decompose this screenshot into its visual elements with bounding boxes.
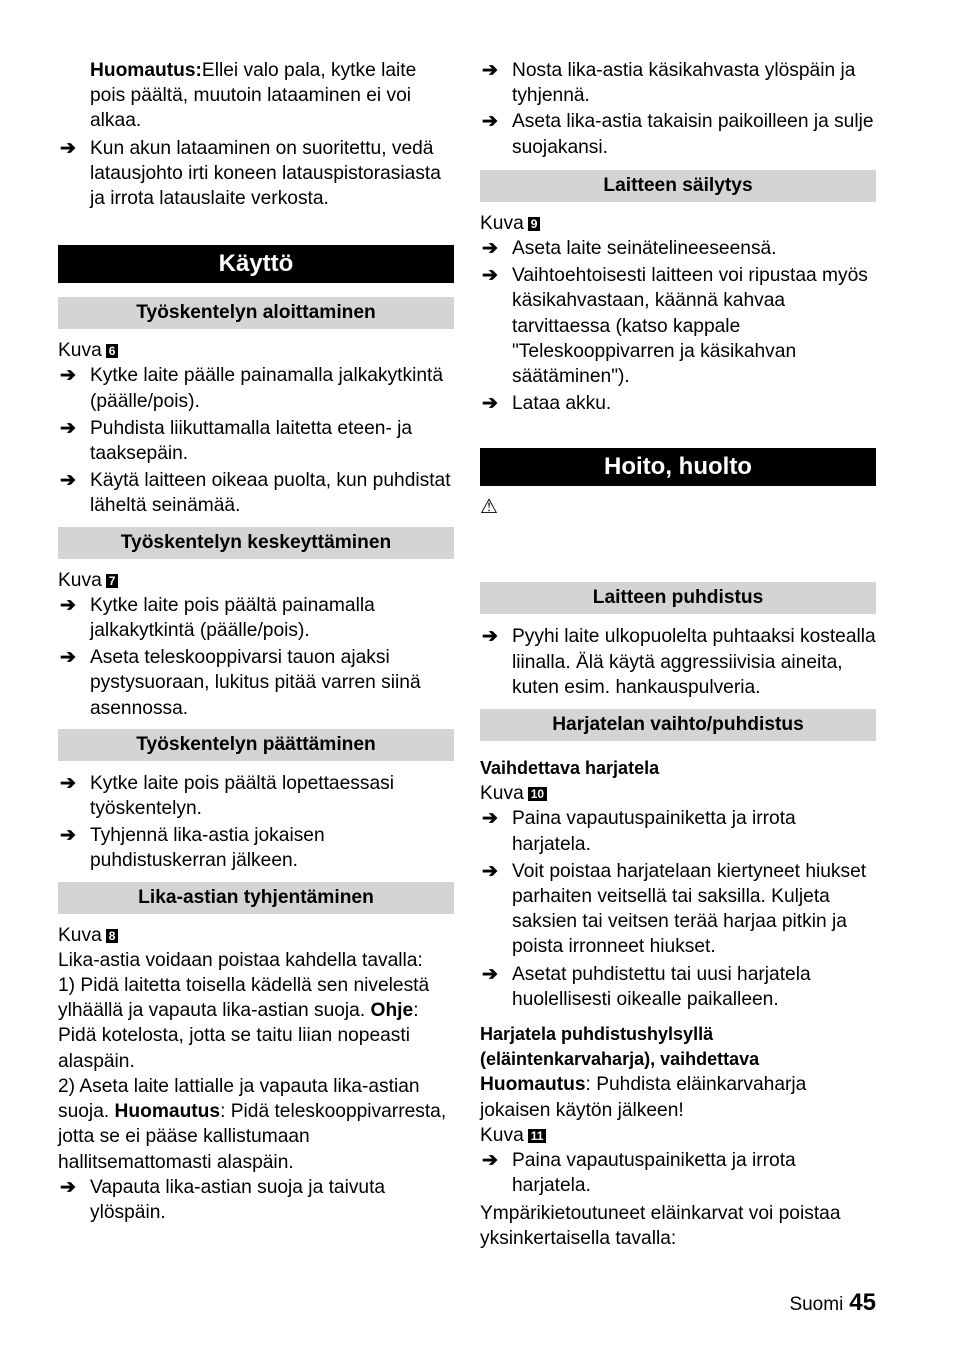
- figure-ref: Kuva 6: [58, 338, 454, 363]
- list-item: ➔ Puhdista liikuttamalla laitetta eteen- ja taaksepäin.: [60, 417, 413, 465]
- arrow-right-icon: ➔: [482, 1150, 499, 1172]
- figure-number-badge: 7: [106, 574, 119, 588]
- figure-ref: Kuva 10: [480, 781, 876, 806]
- subheading-finish: Työskentelyn päättäminen: [58, 729, 454, 761]
- right-column: [480, 58, 876, 1251]
- arrow-right-icon: ➔: [60, 1176, 77, 1198]
- list-item: ➔ Tyhjennä lika-astia jokaisen puhdistuskerran jälkeen.: [60, 825, 325, 872]
- figure-ref: Kuva 11: [480, 1123, 876, 1148]
- figure-ref: Kuva 8: [58, 923, 454, 948]
- section-heading-hoito: Hoito, huolto: [480, 448, 876, 486]
- figure-ref: Kuva 9: [480, 211, 876, 236]
- section-heading-kaytto: Käyttö: [58, 245, 454, 283]
- note-label: Huomautus:: [90, 60, 202, 81]
- arrow-right-icon: ➔: [482, 238, 499, 260]
- arrow-right-icon: ➔: [482, 60, 499, 81]
- list-item: ➔ Vaihtoehtoisesti laitteen voi ripustaa myös käsikahvastaan, käännä kahvaa tarvittaessa (katso kappale "Teleskooppivarren ja käsikahvan säätäminen").: [482, 265, 868, 388]
- list-item: ➔ Aseta teleskooppivarsi tauon ajaksi pystysuoraan, lukitus pitää varren siinä asennossa.: [60, 647, 421, 719]
- paragraph: Ympärikietoutuneet eläinkarvat voi poistaa yksinkertaisella tavalla:: [480, 1202, 841, 1249]
- arrow-right-icon: ➔: [482, 963, 499, 985]
- figure-number-badge: 9: [528, 217, 541, 231]
- list-item: ➔ Kytke laite pois päältä painamalla jalkakytkintä (päälle/pois).: [60, 594, 375, 642]
- arrow-right-icon: ➔: [482, 111, 499, 133]
- list-item: ➔ Kun akun lataaminen on suoritettu, vedä latausjohto irti koneen latauspistorasiasta ja irrota latauslaite verkosta.: [60, 137, 441, 210]
- figure-number-badge: 8: [106, 929, 119, 943]
- arrow-right-icon: ➔: [60, 594, 77, 616]
- paragraph: 2) Aseta laite lattialle ja vapauta lika-astian suoja. Huomautus: Pidä teleskooppivarresta, jotta se ei pääse kallistumaan hallitsemattomasti alaspäin.: [58, 1075, 447, 1173]
- left-column: [58, 58, 454, 1225]
- list-item: ➔ Nosta lika-astia käsikahvasta ylöspäin ja tyhjennä.: [482, 60, 856, 107]
- subheading-start: Työskentelyn aloittaminen: [58, 297, 454, 329]
- paragraph: Lika-astia voidaan poistaa kahdella tavalla:: [58, 949, 423, 971]
- subheading-storage: Laitteen säilytys: [480, 170, 876, 202]
- list-item: ➔ Aseta lika-astia takaisin paikoilleen ja sulje suojakansi.: [482, 111, 874, 158]
- paragraph: Huomautus: Puhdista eläinkarvaharja jokaisen käytön jälkeen!: [480, 1074, 807, 1121]
- warning-icon: ⚠: [480, 496, 498, 519]
- figure-number-badge: 11: [528, 1129, 547, 1143]
- arrow-right-icon: ➔: [482, 808, 499, 830]
- subhead: Harjatela puhdistushylsyllä (eläintenkarvaharja), vaihdettava: [480, 1024, 760, 1070]
- page-number: 45: [849, 1289, 876, 1316]
- list-item: ➔ Asetat puhdistettu tai uusi harjatela huolellisesti oikealle paikalleen.: [482, 963, 811, 1010]
- footer-language: Suomi: [789, 1294, 844, 1315]
- list-item: ➔ Lataa akku.: [480, 391, 876, 416]
- note-text: Ellei valo pala, kytke laite pois päältä, muutoin lataaminen ei voi alkaa.: [90, 60, 417, 132]
- list-item: ➔ Käytä laitteen oikeaa puolta, kun puhdistat läheltä seinämää.: [60, 470, 451, 517]
- arrow-right-icon: ➔: [482, 393, 499, 415]
- charging-note: [58, 58, 454, 134]
- arrow-right-icon: ➔: [60, 647, 77, 669]
- arrow-right-icon: ➔: [482, 265, 499, 287]
- arrow-right-icon: ➔: [60, 137, 77, 159]
- arrow-right-icon: ➔: [60, 365, 77, 387]
- subheading-cleaning: Laitteen puhdistus: [480, 582, 876, 614]
- arrow-right-icon: ➔: [60, 825, 77, 847]
- arrow-right-icon: ➔: [60, 417, 77, 439]
- list-item: ➔ Paina vapautuspainiketta ja irrota harjatela.: [482, 808, 796, 855]
- subheading-pause: Työskentelyn keskeyttäminen: [58, 527, 454, 559]
- list-item: ➔ Vapauta lika-astian suoja ja taivuta ylöspäin.: [60, 1176, 386, 1223]
- list-item: ➔ Aseta laite seinätelineeseensä.: [480, 236, 876, 261]
- list-item: ➔ Kytke laite pois päältä lopettaessasi työskentelyn.: [60, 772, 394, 820]
- subhead: Vaihdettava harjatela: [480, 758, 660, 779]
- list-item: ➔ Pyyhi laite ulkopuolelta puhtaaksi kostealla liinalla. Älä käytä aggressiivisia aineita, kuten esim. hankauspulveria.: [482, 626, 876, 698]
- list-item: ➔ Kytke laite päälle painamalla jalkakytkintä (päälle/pois).: [60, 365, 444, 412]
- list-item: ➔ Voit poistaa harjatelaan kiertyneet hiukset parhaiten veitsellä tai saksilla. Kuljeta saksien tai veitsen terää harjaa pitkin ja poista irronneet hiukset.: [482, 860, 867, 958]
- arrow-right-icon: ➔: [482, 626, 499, 648]
- page-footer: [789, 1290, 876, 1317]
- paragraph: 1) Pidä laitetta toisella kädellä sen nivelestä ylhäällä ja vapauta lika-astian suoja. Ohje: Pidä kotelosta, jotta se taitu liian nopeasti alaspäin.: [58, 975, 430, 1072]
- figure-number-badge: 6: [106, 344, 119, 358]
- arrow-right-icon: ➔: [60, 772, 77, 794]
- arrow-right-icon: ➔: [482, 860, 499, 882]
- subheading-empty: Lika-astian tyhjentäminen: [58, 882, 454, 914]
- arrow-right-icon: ➔: [60, 470, 77, 492]
- subheading-brush: Harjatelan vaihto/puhdistus: [480, 709, 876, 741]
- list-item: ➔ Paina vapautuspainiketta ja irrota harjatela.: [482, 1150, 796, 1197]
- figure-number-badge: 10: [528, 787, 547, 801]
- figure-ref: Kuva 7: [58, 568, 454, 593]
